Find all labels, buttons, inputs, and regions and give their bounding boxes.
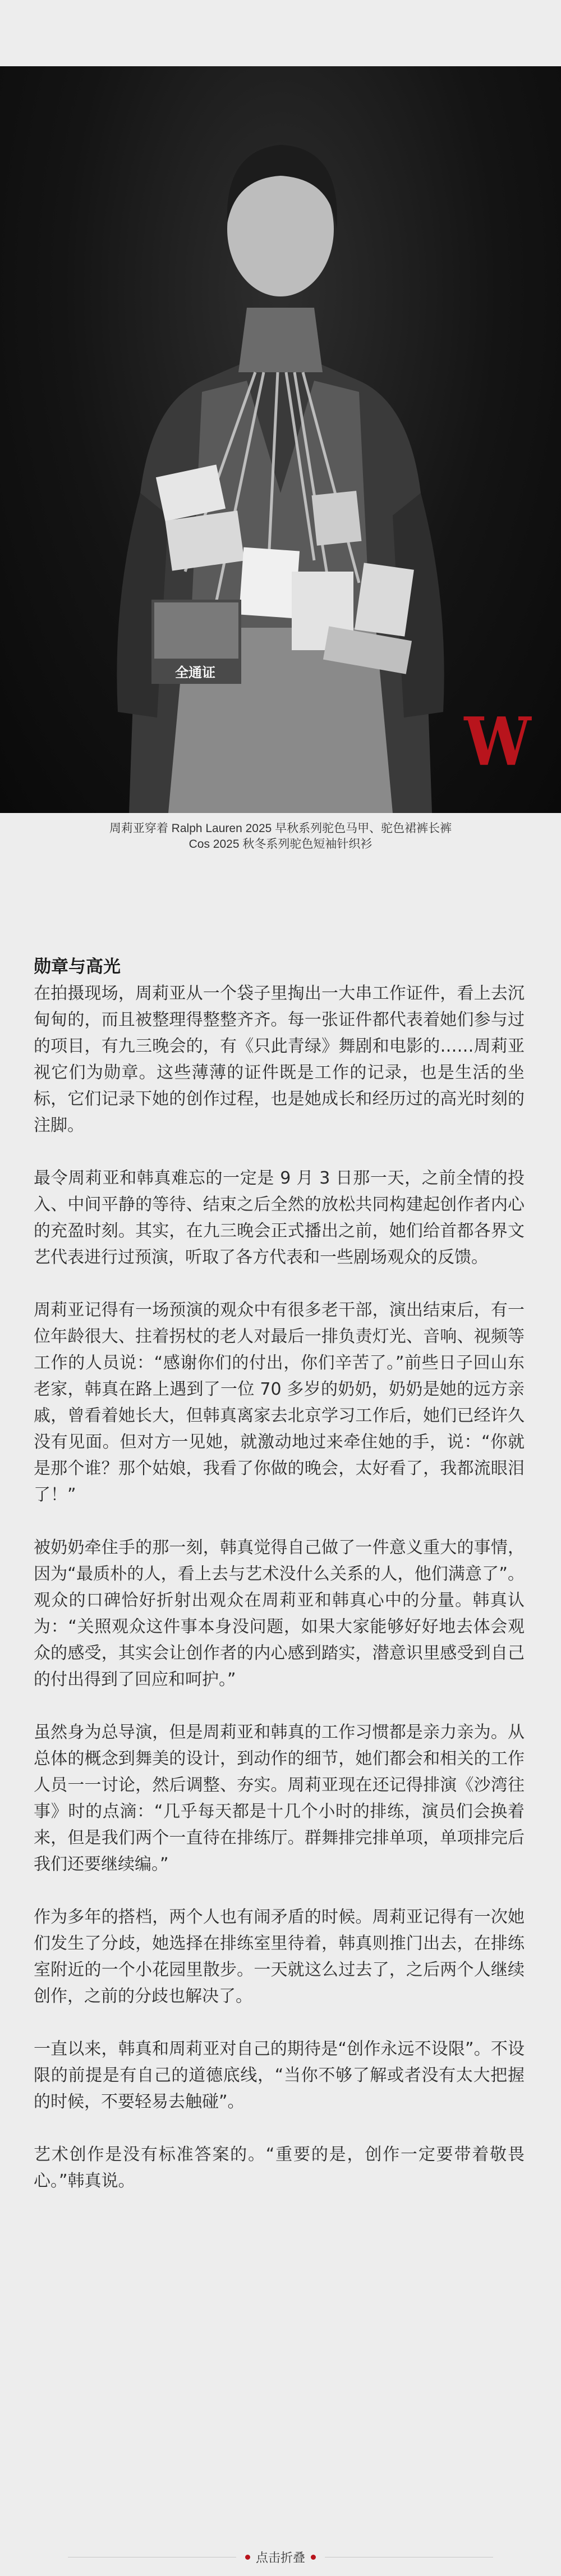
paragraph: 一直以来，韩真和周莉亚对自己的期待是“创作永远不设限”。不设限的前提是有自己的道德底线，“当你不够了解或者没有太大把握的时候，不要轻易去触碰”。 [34, 2039, 525, 2112]
collapse-button[interactable] [245, 2548, 316, 2566]
magazine-logo: W [464, 702, 528, 780]
paragraph: 最令周莉亚和韩真难忘的一定是 9 月 3 日那一天，之前全情的投入、中间平静的等待、结束之后全然的放松共同构建起创作者内心的充盈时刻。其实，在九三晚会正式播出之前，她们给首都各界文艺代表进行过预演，听取了各方代表和一些剧场观众的反馈。 [34, 1168, 525, 1267]
portrait-illustration [0, 66, 561, 813]
bullet-icon [311, 2555, 316, 2560]
caption-line-2: Cos 2025 秋冬系列驼色短袖针织衫 [188, 838, 373, 851]
paragraph: 虽然身为总导演，但是周莉亚和韩真的工作习惯都是亲力亲为。从总体的概念到舞美的设计，到动作的细节，她们都会和相关的工作人员一一讨论，然后调整、夯实。周莉亚现在还记得排演《沙湾往事》时的点滴：“几乎每天都是十几个小时的排练，演员们会换着来，但是我们两个一直待在排练厅。群舞排完排单项，单项排完后我们还要继续编。” [34, 1723, 525, 1874]
badge-caption: 全通证 [175, 664, 215, 680]
bullet-icon [245, 2555, 250, 2560]
paragraph: 在拍摄现场，周莉亚从一个袋子里掏出一大串工作证件，看上去沉甸甸的，而且被整理得整整齐齐。每一张证件都代表着她们参与过的项目，有九三晚会的，有《只此青绿》舞剧和电影的……周莉亚视它们为勋章。这些薄薄的证件既是工作的记录，也是生活的坐标，它们记录下她的创作过程，也是她成长和经历过的高光时刻的注脚。 [34, 984, 525, 1135]
article-body [34, 954, 525, 2221]
section-heading: 勋章与高光 [34, 957, 121, 977]
paragraph: 艺术创作是没有标准答案的。“重要的是，创作一定要带着敬畏心。”韩真说。 [34, 2145, 525, 2191]
photo-caption [0, 821, 561, 852]
hero-photo [0, 66, 561, 813]
paragraph: 周莉亚记得有一场预演的观众中有很多老干部，演出结束后，有一位年龄很大、拄着拐杖的老人对最后一排负责灯光、音响、视频等工作的人员说：“感谢你们的付出，你们辛苦了。”前些日子回山东老家，韩真在路上遇到了一位 70 多岁的奶奶，奶奶是她的远方亲戚，曾看着她长大，但韩真离家去北京学习工作后，她们已经许久没有见面。但对方一见她，就激动地过来牵住她的手，说：“你就是那个谁？那个姑娘，我看了你做的晚会，太好看了，我都流眼泪了！” [34, 1300, 525, 1505]
paragraph: 被奶奶牵住手的那一刻，韩真觉得自己做了一件意义重大的事情，因为“最质朴的人，看上去与艺术没什么关系的人，他们满意了”。观众的口碑恰好折射出观众在周莉亚和韩真心中的分量。韩真认为：“关照观众这件事本身没问题，如果大家能够好好地去体会观众的感受，其实会让创作者的内心感到踏实，潜意识里感受到自己的付出得到了回应和呵护。” [34, 1538, 525, 1689]
fold-bar [0, 2538, 561, 2576]
paragraph: 作为多年的搭档，两个人也有闹矛盾的时候。周莉亚记得有一次她们发生了分歧，她选择在排练室里待着，韩真则推门出去，在排练室附近的一个小花园里散步。一天就这么过去了，之后两个人继续创作，之前的分歧也解决了。 [34, 1907, 525, 2006]
caption-line-1: 周莉亚穿着 Ralph Lauren 2025 早秋系列驼色马甲、驼色裙裤长裤 [109, 822, 452, 835]
collapse-label: 点击折叠 [255, 2551, 305, 2565]
